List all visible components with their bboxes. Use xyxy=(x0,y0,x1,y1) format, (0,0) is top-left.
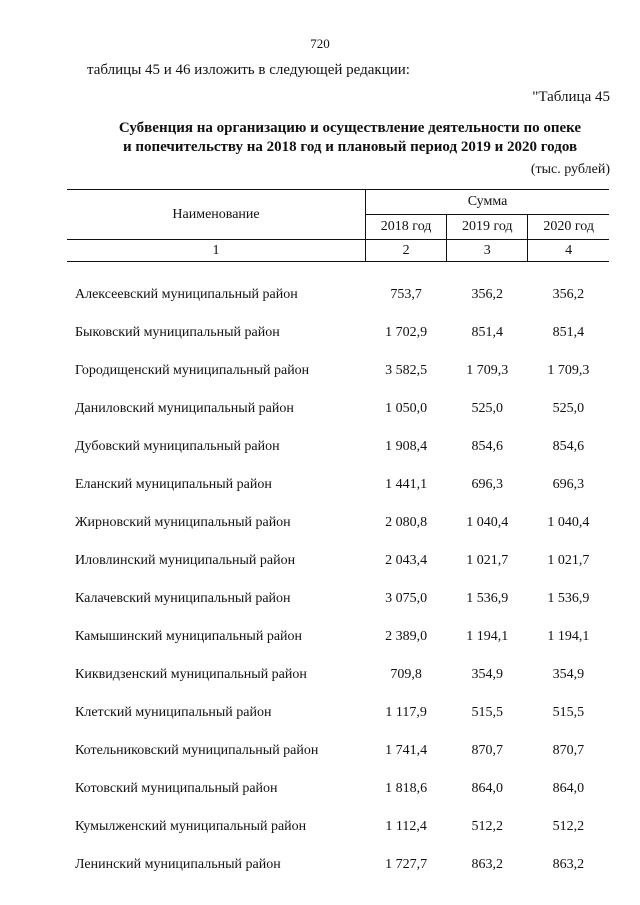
table-row xyxy=(67,314,609,352)
value-2020-cell: 1 709,3 xyxy=(547,363,590,378)
value-2018-cell: 3 075,0 xyxy=(385,591,428,606)
document-title xyxy=(60,119,640,157)
value-2020-cell: 870,7 xyxy=(552,743,585,758)
value-2019-cell: 1 536,9 xyxy=(466,591,509,606)
table-row xyxy=(67,352,609,390)
value-2019-cell: 696,3 xyxy=(471,477,503,492)
district-name-cell: Калачевский муниципальный район xyxy=(75,591,291,606)
column-number: 3 xyxy=(447,240,528,262)
table-row xyxy=(67,732,609,770)
value-2020-cell: 512,2 xyxy=(552,819,585,834)
table-label: "Таблица 45 xyxy=(532,89,610,105)
table-row xyxy=(67,770,609,808)
table-row xyxy=(67,504,609,542)
table-row xyxy=(67,276,609,314)
district-name-cell: Киквидзенский муниципальный район xyxy=(75,667,307,682)
value-2018-cell: 1 818,6 xyxy=(385,781,428,796)
value-2018-cell: 1 908,4 xyxy=(385,439,428,454)
value-2018-cell: 2 043,4 xyxy=(385,553,428,568)
value-2018-cell: 709,8 xyxy=(390,667,422,682)
district-name-cell: Котовский муниципальный район xyxy=(75,781,278,796)
district-name-cell: Иловлинский муниципальный район xyxy=(75,553,296,568)
district-name-cell: Алексеевский муниципальный район xyxy=(75,287,298,302)
value-2020-cell: 851,4 xyxy=(552,325,585,340)
value-2018-cell: 1 727,7 xyxy=(385,857,428,872)
intro-text: таблицы 45 и 46 изложить в следующей редакции: xyxy=(87,62,410,78)
table-row xyxy=(67,542,609,580)
column-number: 1 xyxy=(67,240,366,262)
header-name: Наименование xyxy=(67,190,366,240)
district-name-cell: Жирновский муниципальный район xyxy=(75,515,291,530)
value-2020-cell: 1 040,4 xyxy=(547,515,590,530)
value-2019-cell: 854,6 xyxy=(471,439,503,454)
header-year-2020: 2020 год xyxy=(528,215,609,240)
table-row xyxy=(67,428,609,466)
value-2019-cell: 1 194,1 xyxy=(466,629,509,644)
value-2020-cell: 1 536,9 xyxy=(547,591,590,606)
value-2019-cell: 863,2 xyxy=(471,857,503,872)
value-2018-cell: 3 582,5 xyxy=(385,363,428,378)
value-2020-cell: 863,2 xyxy=(552,857,585,872)
value-2019-cell: 851,4 xyxy=(471,325,503,340)
page-number: 720 xyxy=(310,36,330,51)
district-name-cell: Клетский муниципальный район xyxy=(75,705,272,720)
subvention-table xyxy=(67,189,609,884)
value-2019-cell: 525,0 xyxy=(471,401,503,416)
value-2019-cell: 864,0 xyxy=(471,781,503,796)
table-row xyxy=(67,390,609,428)
value-2019-cell: 354,9 xyxy=(471,667,503,682)
value-2018-cell: 1 441,1 xyxy=(385,477,428,492)
table-row xyxy=(67,808,609,846)
value-2020-cell: 525,0 xyxy=(552,401,585,416)
value-2018-cell: 1 702,9 xyxy=(385,325,428,340)
units-label: (тыс. рублей) xyxy=(530,162,610,177)
value-2019-cell: 356,2 xyxy=(471,287,503,302)
value-2018-cell: 1 112,4 xyxy=(385,819,427,834)
value-2019-cell: 1 040,4 xyxy=(466,515,509,530)
value-2019-cell: 1 709,3 xyxy=(466,363,509,378)
title-line-1: Субвенция на организацию и осуществление деятельности по опеке xyxy=(118,120,582,136)
value-2020-cell: 1 021,7 xyxy=(547,553,590,568)
value-2020-cell: 356,2 xyxy=(552,287,585,302)
district-name-cell: Быковский муниципальный район xyxy=(75,325,280,340)
district-name-cell: Камышинский муниципальный район xyxy=(75,629,303,644)
district-name-cell: Дубовский муниципальный район xyxy=(75,439,280,454)
value-2020-cell: 696,3 xyxy=(552,477,585,492)
value-2018-cell: 2 080,8 xyxy=(385,515,428,530)
table-row xyxy=(67,618,609,656)
value-2020-cell: 354,9 xyxy=(552,667,585,682)
value-2018-cell: 1 050,0 xyxy=(385,401,428,416)
title-line-2: и попечительству на 2018 год и плановый период 2019 и 2020 годов xyxy=(122,139,578,155)
value-2020-cell: 1 194,1 xyxy=(547,629,590,644)
table-row xyxy=(67,466,609,504)
value-2020-cell: 854,6 xyxy=(552,439,585,454)
column-number: 2 xyxy=(366,240,447,262)
district-name-cell: Кумылженский муниципальный район xyxy=(75,819,307,834)
value-2018-cell: 1 117,9 xyxy=(385,705,427,720)
value-2019-cell: 1 021,7 xyxy=(466,553,509,568)
column-number: 4 xyxy=(528,240,609,262)
value-2020-cell: 864,0 xyxy=(552,781,585,796)
district-name-cell: Городищенский муниципальный район xyxy=(75,363,310,378)
value-2018-cell: 2 389,0 xyxy=(385,629,428,644)
table-row xyxy=(67,846,609,884)
district-name-cell: Котельниковский муниципальный район xyxy=(75,743,319,758)
district-name-cell: Ленинский муниципальный район xyxy=(75,857,281,872)
value-2019-cell: 870,7 xyxy=(471,743,503,758)
table-row xyxy=(67,580,609,618)
table-row xyxy=(67,656,609,694)
value-2018-cell: 1 741,4 xyxy=(385,743,428,758)
table-body xyxy=(67,276,609,884)
value-2020-cell: 515,5 xyxy=(552,705,585,720)
value-2019-cell: 512,2 xyxy=(471,819,503,834)
header-sum: Сумма xyxy=(366,190,609,215)
district-name-cell: Еланский муниципальный район xyxy=(75,477,272,492)
header-year-2019: 2019 год xyxy=(447,215,528,240)
value-2019-cell: 515,5 xyxy=(471,705,503,720)
header-year-2018: 2018 год xyxy=(366,215,447,240)
district-name-cell: Даниловский муниципальный район xyxy=(75,401,294,416)
value-2018-cell: 753,7 xyxy=(390,287,422,302)
table-row xyxy=(67,694,609,732)
